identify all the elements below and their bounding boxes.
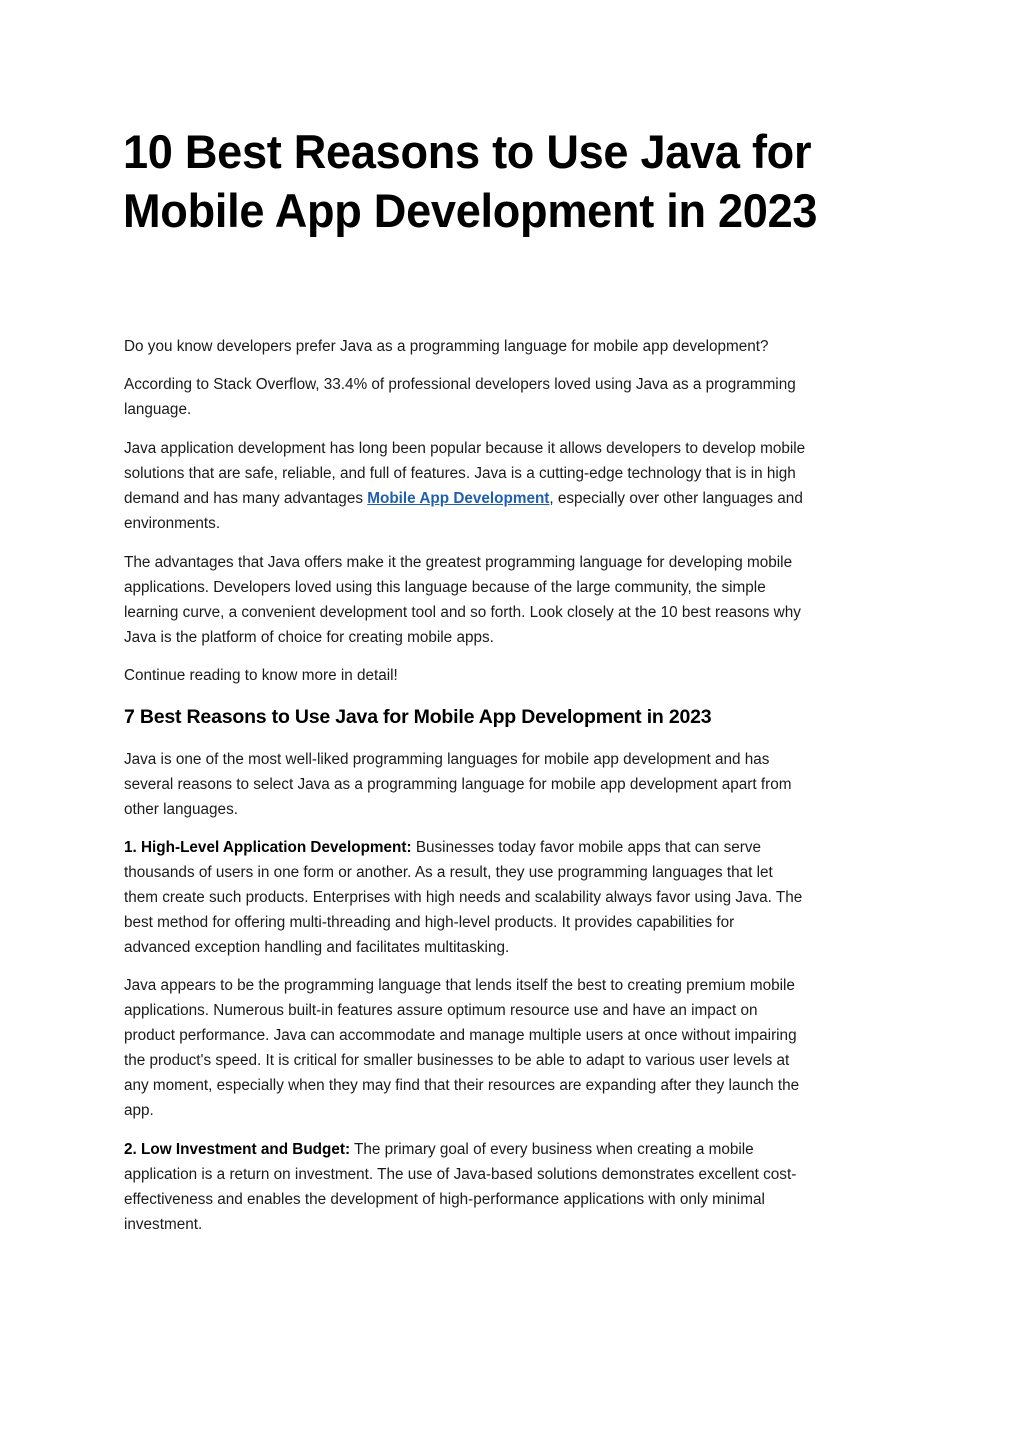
text-line: any moment, especially when they may find that their resources are expanding after they launch the (124, 1077, 800, 1094)
text-line: app. (124, 1102, 154, 1119)
mobile-app-development-link[interactable]: Mobile App Development (367, 490, 550, 507)
text-line: application is a return on investment. The use of Java-based solutions demonstrates excellent cost- (124, 1166, 797, 1183)
text-segment: demand and has many advantages (124, 490, 368, 507)
intro-paragraph-advantages (124, 550, 801, 650)
text-line: environments. (124, 515, 221, 532)
text-line: The advantages that Java offers make it the greatest programming language for developing mobile (124, 554, 793, 571)
intro-paragraph-java-popularity (124, 436, 805, 536)
text-line: According to Stack Overflow, 33.4% of professional developers loved using Java as a programming (124, 376, 796, 393)
section-heading: 7 Best Reasons to Use Java for Mobile App Development in 2023 (124, 706, 712, 728)
text-line: Java is the platform of choice for creating mobile apps. (124, 629, 494, 646)
text-line: Java application development has long been popular because it allows developers to develop mobile (124, 440, 806, 457)
text-line: thousands of users in one form or another. As a result, they use programming languages that let (124, 864, 773, 881)
text-line: the product's speed. It is critical for smaller businesses to be able to adapt to various user levels at (124, 1052, 790, 1069)
text-line: effectiveness and enables the development of high-performance applications with only minimal (124, 1191, 765, 1208)
text-line: solutions that are safe, reliable, and full of features. Java is a cutting-edge technology that is in high (124, 465, 796, 482)
intro-paragraph-continue (124, 663, 398, 688)
reason-2-title: 2. Low Investment and Budget: (124, 1141, 351, 1158)
text-line: learning curve, a convenient development tool and so forth. Look closely at the 10 best reasons why (124, 604, 801, 621)
section-intro-paragraph (124, 747, 791, 822)
text-line: Continue reading to know more in detail! (124, 667, 398, 684)
title-line: 10 Best Reasons to Use Java for (123, 125, 812, 178)
text-line: applications. Numerous built-in features assure optimum resource use and have an impact on (124, 1002, 758, 1019)
text-line: language. (124, 401, 192, 418)
document-title (123, 122, 817, 240)
text-line: them create such products. Enterprises with high needs and scalability always favor using Java. The (124, 889, 803, 906)
text-segment: The primary goal of every business when creating a mobile (350, 1141, 754, 1158)
text-line: other languages. (124, 801, 238, 818)
text-line: Do you know developers prefer Java as a programming language for mobile app development? (124, 338, 769, 355)
text-line: applications. Developers loved using this language because of the large community, the simple (124, 579, 766, 596)
title-line: Mobile App Development in 2023 (123, 184, 818, 237)
text-line: several reasons to select Java as a programming language for mobile app development apart from (124, 776, 792, 793)
text-line (124, 486, 805, 511)
text-segment: , especially over other languages and (549, 490, 803, 507)
reason-1-followup-paragraph (124, 973, 799, 1123)
reason-1-title: 1. High-Level Application Development: (124, 839, 412, 856)
text-line: Java appears to be the programming language that lends itself the best to creating premium mobile (124, 977, 795, 994)
text-line: advanced exception handling and facilitates multitasking. (124, 939, 510, 956)
text-line: product performance. Java can accommodate and manage multiple users at once without impairing (124, 1027, 797, 1044)
intro-paragraph-stackoverflow (124, 372, 796, 422)
text-line (124, 835, 802, 860)
intro-paragraph-question (124, 334, 769, 359)
text-segment: Businesses today favor mobile apps that can serve (411, 839, 762, 856)
text-line: investment. (124, 1216, 203, 1233)
text-line (124, 1137, 796, 1162)
text-line: Java is one of the most well-liked programming languages for mobile app development and has (124, 751, 770, 768)
reason-2-paragraph (124, 1137, 796, 1237)
reason-1-paragraph (124, 835, 802, 960)
text-line: best method for offering multi-threading and high-level products. It provides capabilities for (124, 914, 735, 931)
